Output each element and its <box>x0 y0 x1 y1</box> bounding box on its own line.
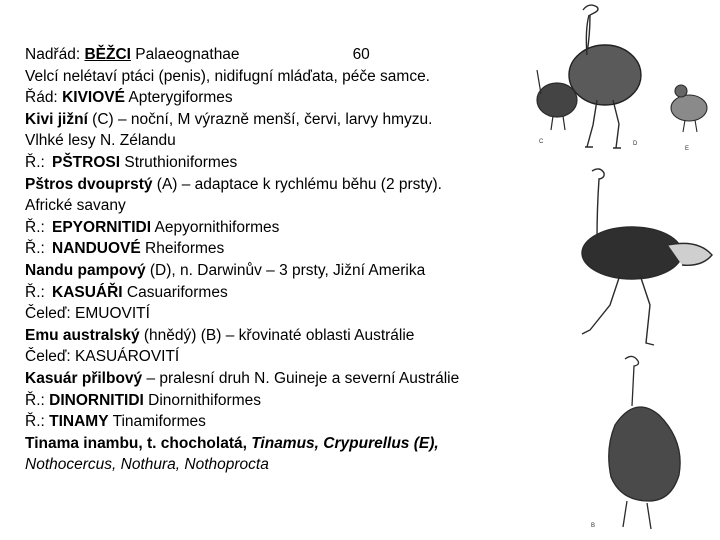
text-line <box>25 87 545 109</box>
line-bold: Tinama inambu, t. chocholatá, <box>25 434 247 452</box>
line-rest: Apterygiformes <box>124 89 233 107</box>
text-line <box>25 44 545 66</box>
text-line <box>25 411 545 433</box>
line-text: Čeleď: EMUOVITÍ <box>25 305 150 323</box>
text-line <box>25 66 545 88</box>
line-bold: PŠTROSI <box>52 153 121 171</box>
line-prefix: Ř.: <box>25 153 45 171</box>
text-line <box>25 368 545 390</box>
line-italic: Nothocercus, Nothura, Nothoprocta <box>25 456 269 474</box>
text-line <box>25 174 545 196</box>
tinamou-illustration <box>671 85 707 132</box>
line-prefix: Ř.: <box>25 218 45 236</box>
cassowary-drawing <box>585 355 715 535</box>
line-bold: BĚŽCI <box>84 46 131 63</box>
text-line <box>25 217 545 239</box>
text-line <box>25 195 545 217</box>
line-rest: Rheiformes <box>140 240 225 258</box>
line-rest: Aepyornithiformes <box>151 218 280 236</box>
text-line <box>25 238 545 260</box>
line-text: Vlhké lesy N. Zélandu <box>25 132 176 150</box>
line-bold: Nandu pampový <box>25 261 146 279</box>
line-rest: Palaeognathae <box>130 46 240 63</box>
birds-drawing-top <box>535 0 720 160</box>
ostrich-illustration <box>568 165 718 350</box>
line-prefix: Ř.: <box>25 413 50 431</box>
figure-label-c: C <box>539 139 544 145</box>
line-prefix: Ř.: <box>25 391 50 409</box>
line-bold: KASUÁŘI <box>52 283 123 301</box>
line-text: Velcí nelétaví ptáci (penis), nidifugní mláďata, péče samce. <box>25 67 430 85</box>
text-line <box>25 346 545 368</box>
figure-label-d: D <box>633 141 638 147</box>
line-prefix: Ř.: <box>25 240 45 258</box>
line-rest: – pralesní druh N. Guineje a severní Austrálie <box>142 369 460 387</box>
line-prefix: Řád: <box>25 89 63 107</box>
text-line <box>25 433 545 455</box>
line-rest: (C) – noční, M výrazně menší, červi, larvy hmyzu. <box>87 110 433 128</box>
line-text: Čeleď: KASUÁROVITÍ <box>25 348 180 366</box>
line-rest: Struthioniformes <box>120 153 238 171</box>
text-line <box>25 260 545 282</box>
text-line <box>25 152 545 174</box>
line-rest: (D), n. Darwinův – 3 prsty, Jižní Amerika <box>145 261 426 279</box>
line-bold: Pštros dvouprstý <box>25 175 153 193</box>
line-rest: (A) – adaptace k rychlému běhu (2 prsty). <box>152 175 442 193</box>
page-number: 60 <box>352 46 370 63</box>
birds-illustration-top <box>535 0 720 160</box>
line-text: Africké savany <box>25 197 126 215</box>
line-bold: Kivi jižní <box>25 110 88 128</box>
line-bold: DINORNITIDI <box>49 391 144 409</box>
line-rest: Casuariformes <box>122 283 228 301</box>
line-bold: Kasuár přilbový <box>25 369 143 387</box>
line-bold: EPYORNITIDI <box>52 218 152 236</box>
text-line <box>25 303 545 325</box>
line-prefix: Ř.: <box>25 283 45 301</box>
cassowary-illustration <box>585 355 715 535</box>
text-line <box>25 282 545 304</box>
line-rest: Dinornithiformes <box>143 391 261 409</box>
line-bold: TINAMY <box>49 413 109 431</box>
line-prefix: Nadřád: <box>25 46 85 63</box>
text-line <box>25 109 545 131</box>
text-line <box>25 454 545 476</box>
line-bold: KIVIOVÉ <box>62 89 125 107</box>
line-rest: (hnědý) (B) – křovinaté oblasti Austrálie <box>139 326 415 344</box>
text-line <box>25 390 545 412</box>
line-bold: Emu australský <box>25 326 140 344</box>
text-line <box>25 130 545 152</box>
line-bold: NANDUOVÉ <box>52 240 141 258</box>
figure-label-e: E <box>685 146 690 152</box>
figure-label-b: B <box>591 523 596 529</box>
line-italic: Tinamus, Crypurellus (E), <box>246 434 439 452</box>
text-line <box>25 325 545 347</box>
line-rest: Tinamiformes <box>108 413 206 431</box>
emu-illustration <box>569 5 641 148</box>
ostrich-drawing <box>568 165 718 350</box>
text-block <box>25 44 545 476</box>
